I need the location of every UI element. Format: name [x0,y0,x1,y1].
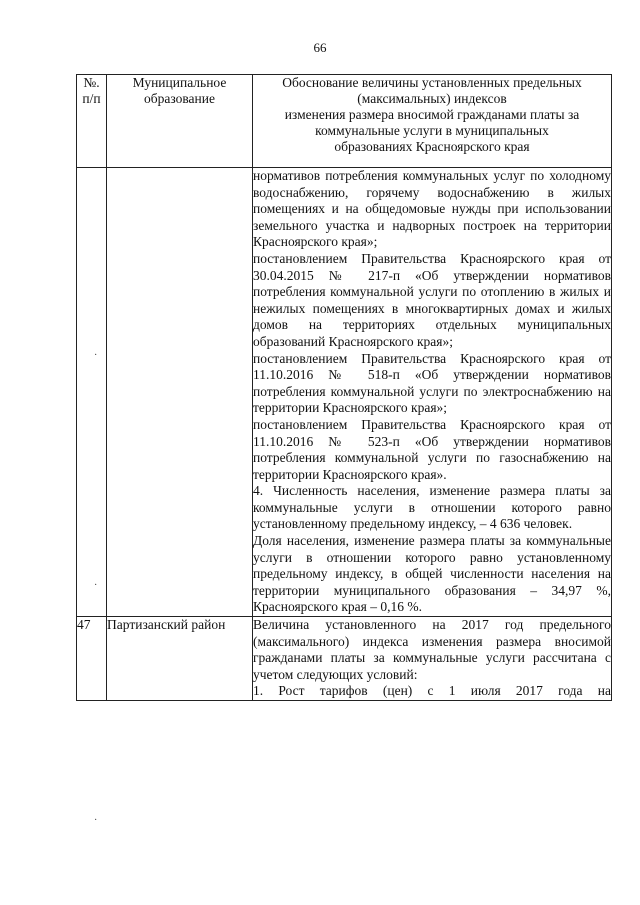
header-municipality-line2: образование [144,91,215,106]
header-number-line1: №. [83,75,100,90]
header-justification-line: (максимальных) индексов [357,91,507,106]
header-justification [253,75,612,168]
justification-paragraph: постановлением Правительства Красноярского края от 11.10.2016 № 523-п «Об утверждении нормативов потребления коммунальной услуги по газоснабжению на территории Красноярского края». [253,416,611,482]
table-row [77,168,612,617]
row-number-cell [77,168,107,617]
row-number-cell: 47 [77,617,107,701]
row-municipality-cell: Партизанский район [107,617,253,701]
scan-speck: · [94,580,98,591]
header-municipality-line1: Муниципальное [132,75,227,90]
table-row [77,617,612,701]
justification-paragraph: Величина установленного на 2017 год предельного (максимального) индекса изменения размера вносимой гражданами платы за коммунальные услуги рассчитана с учетом следующих условий: [253,617,611,682]
scan-speck: · [94,350,98,361]
row-justification-cell [253,617,612,701]
justification-paragraph: нормативов потребления коммунальных услуг по холодному водоснабжению, горячему водоснабжению в жилых помещениях и на общедомовые нужды при использовании земельного участка и надворных построек на территории Красноярского края»; [253,168,611,250]
header-justification-line: коммунальные услуги в муниципальных [315,123,549,138]
row-municipality-cell [107,168,253,617]
page-number: 66 [313,40,327,55]
row-justification-cell [253,168,612,617]
tariff-justification-table [76,74,612,701]
header-justification-line: образованиях Красноярского края [334,139,530,154]
header-municipality [107,75,253,168]
justification-paragraph: 4. Численность населения, изменение размера платы за коммунальные услуги в отношении которого равно установленному предельному индексу, – 4 636 человек. [253,483,611,532]
justification-paragraph: 1. Рост тарифов (цен) с 1 июля 2017 года на [253,683,611,699]
justification-paragraph: постановлением Правительства Красноярского края от 30.04.2015 № 217-п «Об утверждении нормативов потребления коммунальной услуги по отоплению в жилых и нежилых помещениях в многоквартирных домах и жилых домов на территориях отдельных муниципальных образований Красноярского края»; [253,250,611,349]
header-number [77,75,107,168]
scan-speck: · [94,815,98,826]
header-justification-line: изменения размера вносимой гражданами платы за [284,107,580,122]
header-justification-line: Обоснование величины установленных предельных [282,75,582,90]
table-header-row [77,75,612,168]
justification-paragraph: постановлением Правительства Красноярского края от 11.10.2016 № 518-п «Об утверждении нормативов потребления коммунальной услуги по электроснабжению на территории Красноярского края»; [253,350,611,416]
header-number-line2: п/п [82,91,101,106]
justification-paragraph: Доля населения, изменение размера платы за коммунальные услуги в отношении которого равно установленному предельному индексу, в общей численности населения на территории муниципального образования – 34,97 %, Красноярского края – 0,16 %. [253,533,611,615]
